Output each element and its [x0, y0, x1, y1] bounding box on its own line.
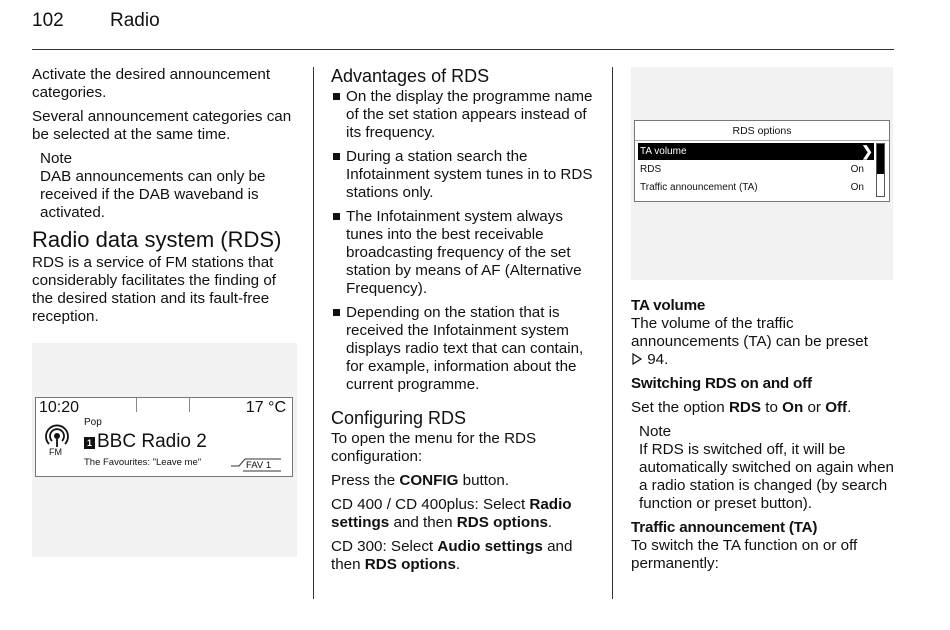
list-item — [331, 148, 599, 202]
menu-item-value: On — [850, 182, 864, 193]
column-right — [631, 297, 901, 579]
text: The volume of the traffic announcements (TA) can be preset — [631, 315, 868, 350]
column-left — [32, 66, 300, 332]
paragraph — [331, 538, 599, 574]
text: button. — [458, 472, 510, 489]
list-item — [331, 304, 599, 394]
paragraph — [331, 496, 599, 532]
list-item — [331, 208, 599, 298]
menu-name: RDS options — [456, 514, 548, 531]
preset-badge: 1 — [84, 437, 95, 449]
text: to — [761, 399, 783, 416]
section-title: Radio — [110, 10, 160, 31]
text: or — [803, 399, 826, 416]
page-reference: 94. — [647, 351, 669, 368]
menu-name: Radio settings — [331, 496, 572, 531]
bullet-list — [331, 88, 599, 394]
note-title: Note — [639, 423, 672, 440]
paragraph — [631, 399, 901, 417]
paragraph: To open the menu for the RDS configuration: — [331, 430, 537, 465]
note-text: If RDS is switched off, it will be automatically switched on again when a radio station is changed (by search function or preset button). — [639, 441, 894, 512]
clock-time: 10:20 — [39, 399, 80, 416]
column-divider — [313, 67, 314, 599]
note — [639, 423, 901, 513]
radio-waves-icon — [45, 424, 69, 448]
programme-type: Pop — [84, 417, 102, 428]
section-heading: Advantages of RDS — [331, 66, 490, 86]
bullet-square-icon — [333, 153, 340, 160]
list-item — [331, 88, 599, 142]
section-heading: Configuring RDS — [331, 408, 467, 428]
page-number: 102 — [32, 10, 64, 31]
note — [40, 150, 300, 222]
list-item-text: Depending on the station that is received the Infotainment system displays radio text that can contain, for example, information about the current programme. — [346, 304, 584, 393]
menu-name: Audio settings — [437, 538, 543, 555]
menu-title-rule — [635, 140, 889, 141]
text: Set the option — [631, 399, 729, 416]
page-reference-arrow-icon — [631, 353, 643, 365]
station-name: BBC Radio 2 — [97, 431, 207, 452]
paragraph: Activate the desired announcement categories. — [32, 66, 271, 101]
bullet-square-icon — [333, 309, 340, 316]
option-value: Off — [825, 399, 848, 416]
rds-options-menu — [634, 120, 890, 202]
radio-display — [35, 397, 293, 477]
text: CD 400 / CD 400plus: Select — [331, 496, 530, 513]
note-text: DAB announcements can only be received if the DAB waveband is activated. — [40, 168, 266, 221]
favourite-label: FAV 1 — [246, 460, 272, 471]
subheading: Switching RDS on and off — [631, 375, 812, 392]
bullet-square-icon — [333, 213, 340, 220]
bullet-square-icon — [333, 93, 340, 100]
column-middle — [331, 66, 599, 580]
menu-item-label: TA volume — [640, 146, 687, 157]
outside-temperature: 17 °C — [245, 399, 286, 416]
section-heading: Radio data system (RDS) — [32, 227, 282, 252]
chevron-right-icon: ❯ — [861, 143, 873, 159]
text: CD 300: Select — [331, 538, 438, 555]
menu-item-label: RDS — [640, 164, 662, 175]
menu-item-ta-volume[interactable] — [638, 143, 874, 160]
status-separator — [136, 398, 137, 412]
menu-item-traffic-announcement[interactable] — [638, 179, 874, 196]
column-divider — [612, 67, 613, 599]
radio-text: The Favourites: "Leave me" — [84, 457, 202, 468]
subheading: TA volume — [631, 297, 706, 314]
option-name: RDS — [728, 399, 762, 416]
text: . — [547, 514, 553, 531]
scrollbar-thumb[interactable] — [877, 144, 884, 174]
config-button-name: CONFIG — [399, 472, 459, 489]
note-title: Note — [40, 150, 73, 167]
menu-title: RDS options — [732, 125, 792, 137]
list-item-text: On the display the programme name of the set station appears instead of its frequency. — [346, 88, 593, 141]
menu-name: RDS options — [364, 556, 456, 573]
text: . — [847, 399, 852, 416]
status-separator — [189, 398, 190, 412]
menu-item-rds[interactable] — [638, 161, 874, 178]
menu-item-value: On — [850, 164, 864, 175]
option-value: On — [782, 399, 804, 416]
paragraph: Several announcement categories can be selected at the same time. — [32, 108, 292, 143]
band-label: FM — [49, 447, 62, 457]
text: and then — [389, 514, 457, 531]
menu-scrollbar[interactable] — [876, 143, 885, 197]
list-item-text: The Infotainment system always tunes into the best receivable broadcasting frequency of the set station by means of AF (Alternative Frequency). — [346, 208, 582, 297]
paragraph: To switch the TA function on or off permanently: — [631, 537, 858, 572]
text: . — [455, 556, 461, 573]
list-item-text: During a station search the Infotainment system tunes in to RDS stations only. — [346, 148, 593, 201]
text: and then — [331, 538, 573, 573]
subheading: Traffic announcement (TA) — [631, 519, 818, 536]
text: Press the — [331, 472, 400, 489]
menu-item-label: Traffic announcement (TA) — [640, 182, 758, 193]
paragraph — [631, 315, 901, 369]
header-rule — [32, 49, 894, 50]
paragraph: RDS is a service of FM stations that considerably facilitates the finding of the desired station and its fault-free reception. — [32, 254, 276, 325]
paragraph — [331, 472, 599, 490]
